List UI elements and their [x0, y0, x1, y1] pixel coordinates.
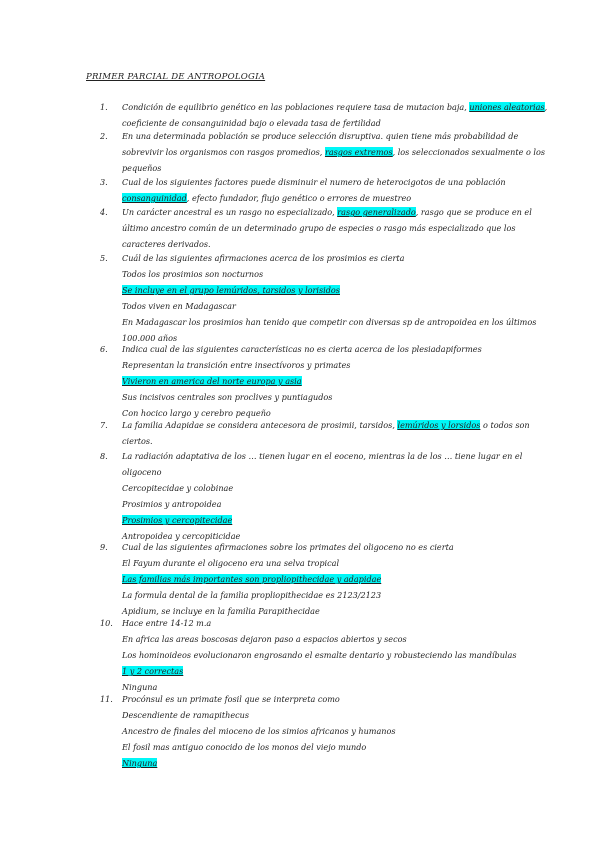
text-segment: Descendiente de ramapithecus: [122, 710, 250, 720]
text-segment: Cercopitecidae y colobinae: [122, 483, 234, 493]
text-segment: Indica cual de las siguientes características no es cierta acerca de los plesiadapiformes: [122, 344, 482, 354]
text-line: [122, 512, 520, 528]
question-body: [122, 174, 520, 206]
text-line: [122, 220, 520, 236]
question-body: [122, 204, 532, 252]
highlighted-answer: 1 y 2 correctas: [122, 666, 184, 676]
question-item: [100, 204, 532, 252]
text-line: [122, 389, 520, 405]
question-body: [122, 250, 537, 346]
text-line: [122, 314, 537, 330]
text-segment: La formula dental de la familia propliopithecidae es 2123/2123: [122, 590, 382, 600]
text-line: [122, 448, 523, 464]
text-segment: , rasgo que se produce en el: [415, 207, 532, 217]
text-segment: El Fayum durante el oligoceno era una selva tropical: [122, 558, 340, 568]
question-item: [100, 174, 520, 206]
text-segment: Ancestro de finales del mioceno de los simios africanos y humanos: [122, 726, 396, 736]
text-segment: En una determinada población se produce selección disruptiva. quien tiene más probabilidad de: [122, 131, 519, 141]
text-segment: Cual de los siguientes factores puede disminuir el numero de heterocigotos de una población: [122, 177, 506, 187]
question-body: [122, 128, 546, 176]
highlighted-answer: Se incluye en el grupo lemúridos, tarsidos y lorisidos: [122, 285, 340, 295]
text-line: [122, 99, 548, 115]
question-number: 8.: [100, 451, 108, 461]
text-segment: La radiación adaptativa de los … tienen lugar en el eoceno, mientras la de los … tiene lugar en el: [122, 451, 523, 461]
text-segment: Representan la transición entre insectívoros y primates: [122, 360, 351, 370]
text-line: [122, 433, 520, 449]
question-item: [100, 691, 520, 771]
text-segment: ,: [544, 102, 548, 112]
text-line: [122, 357, 520, 373]
highlighted-answer: rasgos extremos: [324, 147, 393, 157]
text-segment: Un carácter ancestral es un rasgo no especializado,: [122, 207, 338, 217]
highlighted-answer: Las familias más importantes son propliopithecidae y adapidae: [122, 574, 382, 584]
question-body: [122, 539, 520, 619]
question-body: [122, 99, 548, 131]
text-line: [122, 480, 520, 496]
text-segment: pequeños: [122, 163, 162, 173]
text-line: [122, 417, 530, 433]
text-line: [122, 464, 520, 480]
question-item: [100, 448, 523, 544]
text-line: [122, 341, 520, 357]
text-segment: Apidium, se incluye en la familia Parapithecidae: [122, 606, 320, 616]
text-line: [122, 663, 520, 679]
question-item: [100, 615, 520, 695]
text-line: [122, 204, 532, 220]
text-segment: Antropoidea y cercopiticidae: [122, 531, 241, 541]
text-line: [122, 723, 520, 739]
highlighted-answer: Prosimios y cercopitecidae: [122, 515, 233, 525]
text-line: [122, 539, 520, 555]
text-segment: ciertos.: [122, 436, 153, 446]
text-segment: Procónsul es un primate fosil que se interpreta como: [122, 694, 340, 704]
text-line: [122, 250, 520, 266]
question-number: 4.: [100, 207, 108, 217]
question-item: [100, 341, 520, 421]
question-number: 10.: [100, 618, 113, 628]
question-number: 5.: [100, 253, 108, 263]
question-item: [100, 128, 546, 176]
text-line: [122, 587, 520, 603]
text-line: [122, 144, 546, 160]
question-body: [122, 615, 520, 695]
text-segment: sobrevivir los organismos con rasgos promedios,: [122, 147, 325, 157]
question-number: 3.: [100, 177, 108, 187]
question-item: [100, 250, 537, 346]
question-number: 6.: [100, 344, 108, 354]
text-segment: Con hocico largo y cerebro pequeño: [122, 408, 271, 418]
text-line: [122, 174, 520, 190]
text-segment: En Madagascar los prosimios han tenido que competir con diversas sp de antropoidea en los últimos: [122, 317, 537, 327]
text-segment: Sus incisivos centrales son proclives y puntiagudos: [122, 392, 333, 402]
text-line: [122, 615, 520, 631]
document-title: PRIMER PARCIAL DE ANTROPOLOGIA: [86, 72, 266, 82]
text-segment: o todos son: [480, 420, 530, 430]
text-segment: Hace entre 14-12 m.a: [122, 618, 212, 628]
text-line: [122, 707, 520, 723]
question-number: 11.: [100, 694, 113, 704]
question-number: 1.: [100, 102, 108, 112]
text-line: [122, 555, 520, 571]
text-segment: Cuál de las siguientes afirmaciones acerca de los prosimios es cierta: [122, 253, 405, 263]
text-segment: , efecto fundador, flujo genético o errores de muestreo: [186, 193, 412, 203]
text-segment: La familia Adapidae se considera antecesora de prosimii, tarsidos,: [122, 420, 398, 430]
text-line: [122, 282, 520, 298]
text-segment: oligoceno: [122, 467, 162, 477]
text-line: [122, 571, 520, 587]
highlighted-answer: lemúridos y lorsidos: [397, 420, 481, 430]
question-number: 9.: [100, 542, 108, 552]
text-line: [122, 631, 520, 647]
text-segment: Los hominoideos evolucionaron engrosando el esmalte dentario y robusteciendo las mandíbulas: [122, 650, 517, 660]
question-body: [122, 691, 520, 771]
text-line: [122, 373, 520, 389]
text-segment: Todos viven en Madagascar: [122, 301, 236, 311]
question-item: [100, 539, 520, 619]
highlighted-answer: consanguinidad: [122, 193, 187, 203]
question-number: 7.: [100, 420, 108, 430]
text-line: [122, 496, 520, 512]
highlighted-answer: rasgo generalizado: [337, 207, 416, 217]
text-line: [122, 647, 520, 663]
highlighted-answer: Ninguna: [122, 758, 158, 768]
text-segment: caracteres derivados.: [122, 239, 211, 249]
question-item: [100, 99, 548, 131]
text-segment: En africa las areas boscosas dejaron paso a espacios abiertos y secos: [122, 634, 407, 644]
text-segment: , los seleccionados sexualmente o los: [392, 147, 546, 157]
question-body: [122, 448, 523, 544]
text-segment: Ninguna: [122, 682, 158, 692]
text-segment: Todos los prosimios son nocturnos: [122, 269, 264, 279]
highlighted-answer: Vivieron en america del norte europa y asia: [122, 376, 302, 386]
text-line: [122, 298, 520, 314]
text-segment: último ancestro común de un determinado grupo de especies o rasgo más especializado que los: [122, 223, 516, 233]
text-line: [122, 266, 520, 282]
question-item: [100, 417, 530, 449]
text-segment: coeficiente de consanguinidad bajo o elevada tasa de fertilidad: [122, 118, 381, 128]
text-line: [122, 739, 520, 755]
question-body: [122, 341, 520, 421]
question-body: [122, 417, 530, 449]
text-line: [122, 128, 520, 144]
text-segment: 100.000 años: [122, 333, 178, 343]
text-segment: Prosimios y antropoidea: [122, 499, 222, 509]
text-segment: El fosil mas antiguo conocido de los monos del viejo mundo: [122, 742, 367, 752]
question-number: 2.: [100, 131, 108, 141]
text-line: [122, 755, 520, 771]
text-segment: Condición de equilibrio genético en las poblaciones requiere tasa de mutacion baja,: [122, 102, 470, 112]
highlighted-answer: uniones aleatorias: [469, 102, 545, 112]
text-line: [122, 691, 520, 707]
text-segment: Cual de las siguientes afirmaciones sobre los primates del oligoceno no es cierta: [122, 542, 454, 552]
